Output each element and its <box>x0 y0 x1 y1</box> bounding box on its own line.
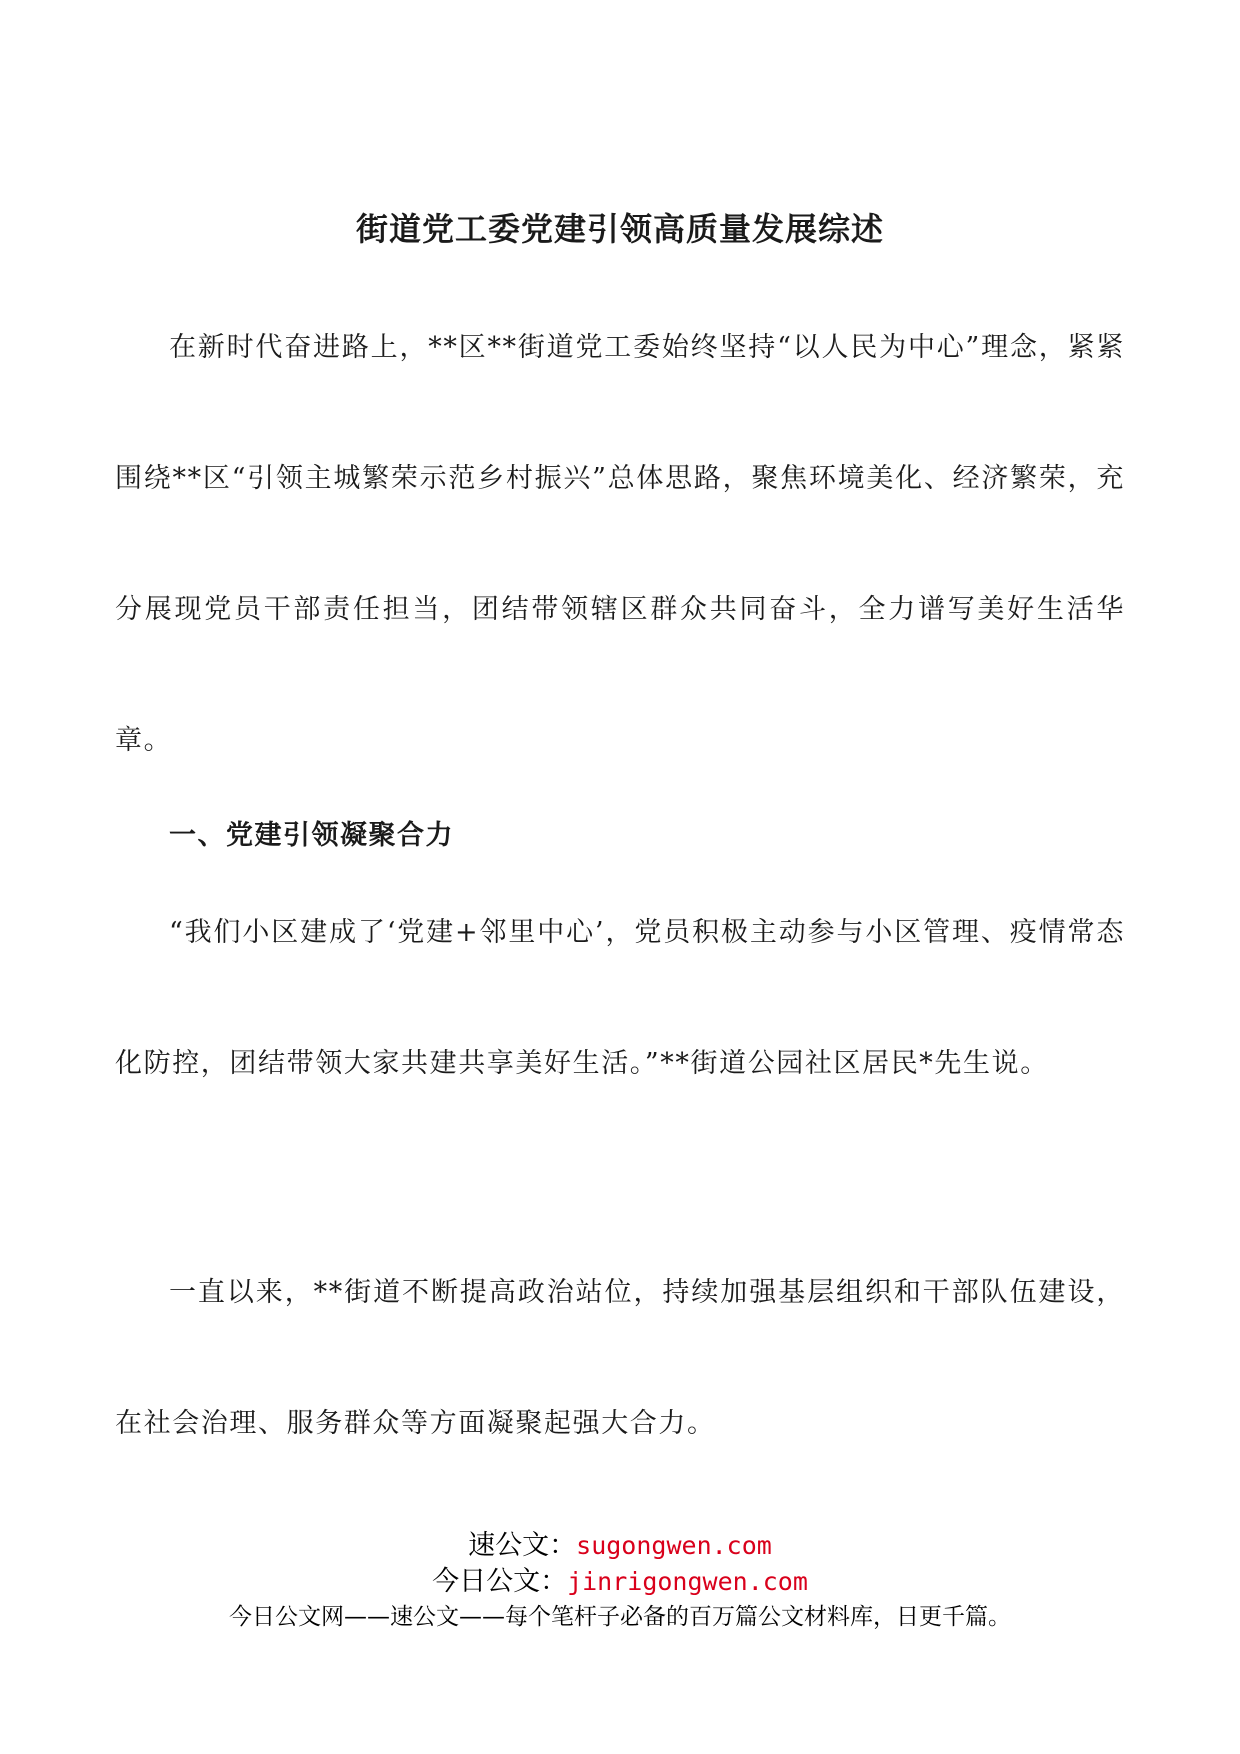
intro-paragraph: 在新时代奋进路上，**区**街道党工委始终坚持“以人民为中心”理念，紧紧围绕**区“引领主城繁荣示范乡村振兴”总体思路，聚焦环境美化、经济繁荣，充分展现党员干部责任担当，团结带领辖区群众共同奋斗，全力谱写美好生活华章。 <box>115 332 1125 756</box>
footer-link-jinrigongwen[interactable]: jinrigongwen.com <box>567 1567 808 1596</box>
footer-line-jinrigongwen <box>0 1564 1240 1600</box>
footer-label-jinrigongwen: 今日公文： <box>432 1566 568 1597</box>
body-paragraph: 一直以来，**街道不断提高政治站位，持续加强基层组织和干部队伍建设，在社会治理、服务群众等方面凝聚起强大合力。 <box>115 1277 1125 1439</box>
footer-line-sugongwen <box>0 1528 1240 1564</box>
footer-link-sugongwen[interactable]: sugongwen.com <box>576 1531 772 1560</box>
footer-tagline: 今日公文网——速公文——每个笔杆子必备的百万篇公文材料库，日更千篇。 <box>229 1604 1011 1630</box>
quote-paragraph: “我们小区建成了‘党建+邻里中心’，党员积极主动参与小区管理、疫情常态化防控，团结带领大家共建共享美好生活。”**街道公园社区居民*先生说。 <box>115 917 1125 1079</box>
document-title: 街道党工委党建引领高质量发展综述 <box>355 210 884 248</box>
section-heading: 一、党建引领凝聚合力 <box>169 820 454 851</box>
footer <box>0 1528 1240 1634</box>
footer-label-sugongwen: 速公文： <box>468 1530 577 1561</box>
